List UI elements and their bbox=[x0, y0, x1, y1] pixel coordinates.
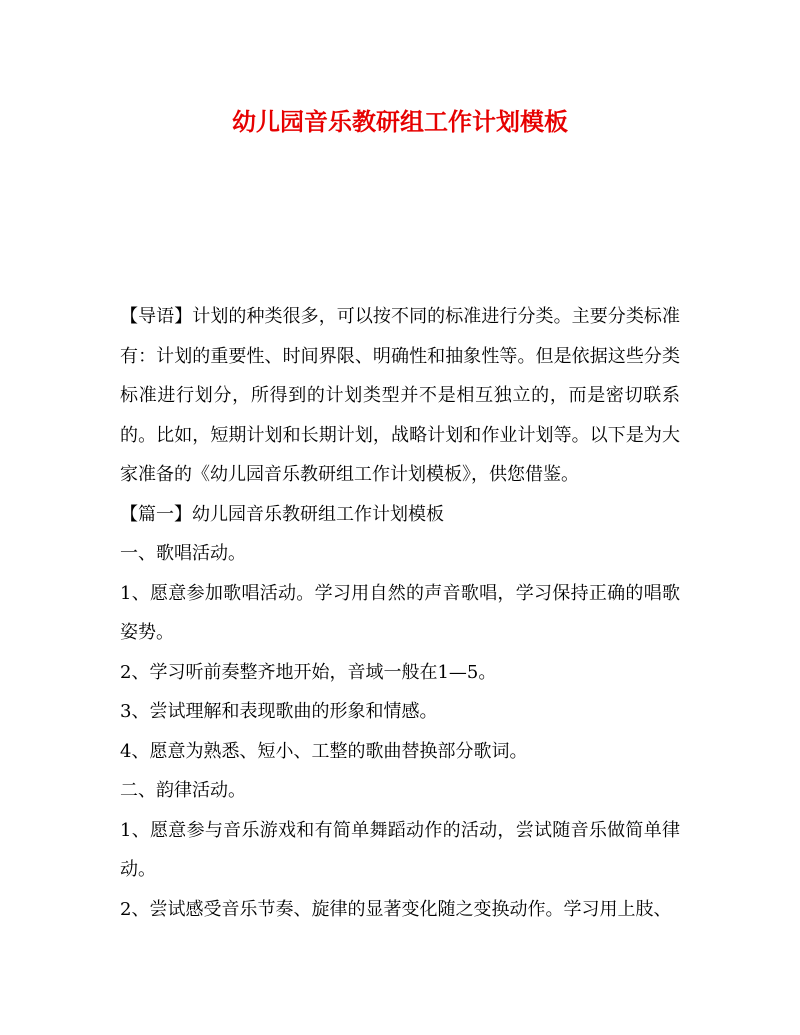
list-item-rhythm-2: 2、尝试感受音乐节奏、旋律的显著变化随之变换动作。学习用上肢、 bbox=[120, 898, 672, 920]
list-item-rhythm-1: 1、愿意参与音乐游戏和有简单舞蹈动作的活动，尝试随音乐做简单律动。 bbox=[120, 819, 680, 880]
list-item-singing-1: 1、愿意参加歌唱活动。学习用自然的声音歌唱，学习保持正确的唱歌姿势。 bbox=[120, 582, 680, 643]
document-body bbox=[120, 297, 680, 929]
list-item-singing-2: 2、学习听前奏整齐地开始，音域一般在1—5。 bbox=[120, 661, 497, 683]
document-title: 幼儿园音乐教研组工作计划模板 bbox=[232, 107, 568, 136]
subheading-rhythm-activity: 二、韵律活动。 bbox=[120, 780, 246, 801]
subheading-singing-activity: 一、歌唱活动。 bbox=[120, 543, 246, 564]
list-item-singing-3: 3、尝试理解和表现歌曲的形象和情感。 bbox=[120, 701, 438, 722]
section-heading-part-one: 【篇一】幼儿园音乐教研组工作计划模板 bbox=[120, 503, 444, 525]
intro-paragraph: 【导语】计划的种类很多，可以按不同的标准进行分类。主要分类标准有：计划的重要性、时间界限、明确性和抽象性等。但是依据这些分类标准进行划分，所得到的计划类型并不是相互独立的，而是密切联系的。比如，短期计划和长期计划，战略计划和作业计划等。以下是为大家准备的《幼儿园音乐教研组工作计划模板》，供您借鉴。 bbox=[120, 306, 680, 485]
list-item-singing-4: 4、愿意为熟悉、短小、工整的歌曲替换部分歌词。 bbox=[120, 740, 528, 762]
